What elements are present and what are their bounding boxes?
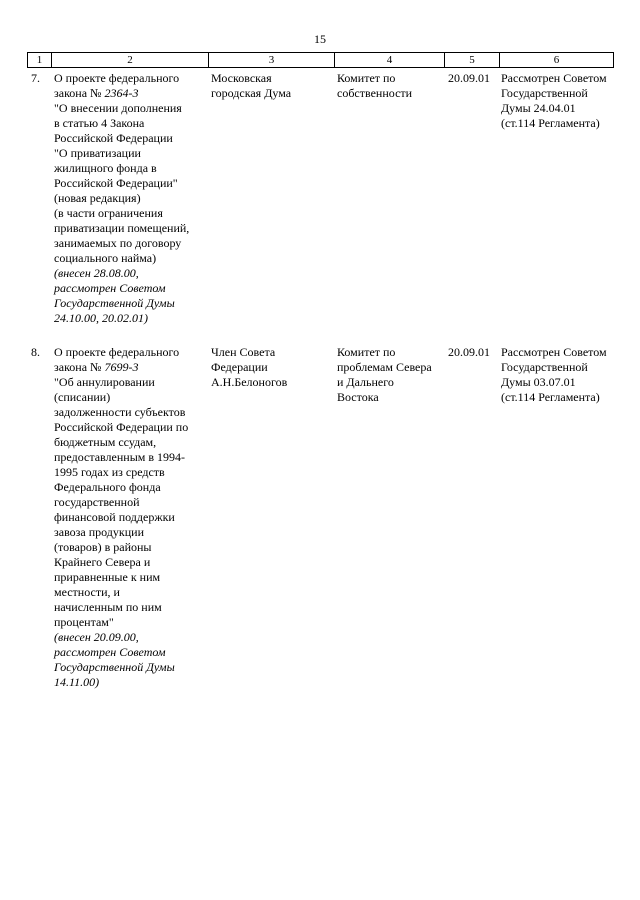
bill-title <box>54 71 204 326</box>
bill-title-intro: О проекте федерального закона № <box>54 71 180 100</box>
column-header-6: 6 <box>499 53 614 67</box>
bill-title-body: "О внесении дополнения в статью 4 Закона Российской Федерации "О приватизации жилищного фонда в Российской Федерации" (новая редакция) (в части ограничения приватизации помещений, занимаемых по договору социального найма) <box>54 101 190 265</box>
status: Рассмотрен Советом Государственной Думы 24.04.01 (ст.114 Регламента) <box>501 71 607 130</box>
bill-number: 2364-3 <box>104 86 139 100</box>
row-number: 7. <box>31 71 40 85</box>
column-header-1: 1 <box>27 53 51 67</box>
responsible-committee: Комитет по проблемам Севера и Дальнего Востока <box>337 345 432 404</box>
column-header-4: 4 <box>334 53 444 67</box>
row-number: 8. <box>31 345 40 359</box>
status: Рассмотрен Советом Государственной Думы 03.07.01 (ст.114 Регламента) <box>501 345 607 404</box>
column-header-3: 3 <box>208 53 334 67</box>
responsible-committee: Комитет по собственности <box>337 71 413 100</box>
bill-note: (внесен 28.08.00, рассмотрен Советом Государственной Думы 24.10.00, 20.02.01) <box>54 266 175 325</box>
date: 20.09.01 <box>448 71 490 85</box>
bill-title-body: "Об аннулировании (списании) задолженности субъектов Российской Федерации по бюджетным ссудам, предоставленным в 1994- 1995 годах из средств Федерального фонда государственной финансовой поддержки завоза продукции (товаров) в районы Крайнего Севера и приравненные к ним местности, и начисленным по ним процентам" <box>54 375 189 629</box>
bill-title <box>54 345 204 690</box>
bill-author: Московская городская Дума <box>211 71 292 100</box>
column-header-2: 2 <box>51 53 208 67</box>
bill-number: 7699-3 <box>104 360 139 374</box>
date: 20.09.01 <box>448 345 490 359</box>
bill-author: Член Совета Федерации А.Н.Белоногов <box>211 345 288 389</box>
bill-title-intro: О проекте федерального закона № <box>54 345 180 374</box>
page-number: 15 <box>314 32 326 46</box>
table-header <box>27 52 614 68</box>
column-header-5: 5 <box>444 53 499 67</box>
bill-note: (внесен 20.09.00, рассмотрен Советом Государственной Думы 14.11.00) <box>54 630 175 689</box>
